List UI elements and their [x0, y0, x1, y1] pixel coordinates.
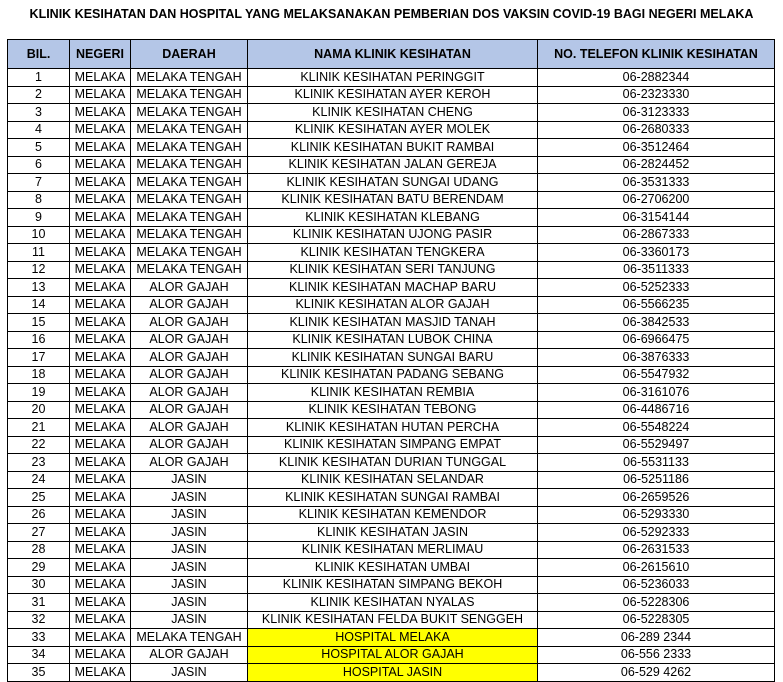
table-row	[8, 524, 775, 542]
cell-no-telefon: 06-5236033	[538, 576, 775, 594]
cell-no-telefon: 06-5531133	[538, 454, 775, 472]
cell-daerah: MELAKA TENGAH	[131, 226, 248, 244]
cell-nama-klinik: KLINIK KESIHATAN KEMENDOR	[248, 506, 538, 524]
table-row	[8, 121, 775, 139]
cell-negeri: MELAKA	[70, 436, 131, 454]
table-row	[8, 279, 775, 297]
cell-nama-klinik: HOSPITAL MELAKA	[248, 629, 538, 647]
cell-negeri: MELAKA	[70, 244, 131, 262]
cell-negeri: MELAKA	[70, 226, 131, 244]
cell-negeri: MELAKA	[70, 471, 131, 489]
table-row	[8, 541, 775, 559]
cell-bil: 9	[8, 209, 70, 227]
cell-nama-klinik: KLINIK KESIHATAN SIMPANG EMPAT	[248, 436, 538, 454]
cell-daerah: ALOR GAJAH	[131, 419, 248, 437]
cell-daerah: MELAKA TENGAH	[131, 191, 248, 209]
cell-bil: 12	[8, 261, 70, 279]
cell-nama-klinik: KLINIK KESIHATAN TEBONG	[248, 401, 538, 419]
cell-nama-klinik: KLINIK KESIHATAN UMBAI	[248, 559, 538, 577]
cell-daerah: JASIN	[131, 541, 248, 559]
cell-negeri: MELAKA	[70, 454, 131, 472]
cell-daerah: MELAKA TENGAH	[131, 629, 248, 647]
clinic-table	[7, 39, 775, 682]
cell-negeri: MELAKA	[70, 296, 131, 314]
cell-bil: 35	[8, 664, 70, 682]
cell-bil: 4	[8, 121, 70, 139]
cell-no-telefon: 06-3876333	[538, 349, 775, 367]
cell-negeri: MELAKA	[70, 384, 131, 402]
table-row	[8, 471, 775, 489]
cell-negeri: MELAKA	[70, 209, 131, 227]
table-row	[8, 191, 775, 209]
cell-no-telefon: 06-2824452	[538, 156, 775, 174]
cell-bil: 29	[8, 559, 70, 577]
cell-bil: 27	[8, 524, 70, 542]
cell-negeri: MELAKA	[70, 156, 131, 174]
cell-no-telefon: 06-2867333	[538, 226, 775, 244]
cell-daerah: MELAKA TENGAH	[131, 156, 248, 174]
cell-nama-klinik: KLINIK KESIHATAN JALAN GEREJA	[248, 156, 538, 174]
cell-nama-klinik: KLINIK KESIHATAN PADANG SEBANG	[248, 366, 538, 384]
cell-negeri: MELAKA	[70, 489, 131, 507]
table-row	[8, 594, 775, 612]
cell-daerah: JASIN	[131, 594, 248, 612]
cell-daerah: ALOR GAJAH	[131, 296, 248, 314]
table-row	[8, 86, 775, 104]
table-row	[8, 331, 775, 349]
table-row	[8, 296, 775, 314]
cell-no-telefon: 06-3531333	[538, 174, 775, 192]
cell-nama-klinik: KLINIK KESIHATAN MACHAP BARU	[248, 279, 538, 297]
cell-daerah: JASIN	[131, 611, 248, 629]
table-row	[8, 576, 775, 594]
cell-bil: 32	[8, 611, 70, 629]
table-body	[8, 69, 775, 682]
table-row	[8, 384, 775, 402]
cell-nama-klinik: KLINIK KESIHATAN SERI TANJUNG	[248, 261, 538, 279]
table-row	[8, 436, 775, 454]
cell-bil: 8	[8, 191, 70, 209]
cell-nama-klinik: KLINIK KESIHATAN PERINGGIT	[248, 69, 538, 87]
cell-daerah: ALOR GAJAH	[131, 384, 248, 402]
cell-no-telefon: 06-5228305	[538, 611, 775, 629]
cell-nama-klinik: KLINIK KESIHATAN JASIN	[248, 524, 538, 542]
cell-daerah: MELAKA TENGAH	[131, 261, 248, 279]
cell-daerah: JASIN	[131, 471, 248, 489]
cell-bil: 25	[8, 489, 70, 507]
table-row	[8, 611, 775, 629]
cell-no-telefon: 06-5228306	[538, 594, 775, 612]
cell-no-telefon: 06-5292333	[538, 524, 775, 542]
cell-nama-klinik: KLINIK KESIHATAN KLEBANG	[248, 209, 538, 227]
cell-negeri: MELAKA	[70, 524, 131, 542]
cell-daerah: ALOR GAJAH	[131, 454, 248, 472]
cell-bil: 17	[8, 349, 70, 367]
cell-no-telefon: 06-3360173	[538, 244, 775, 262]
cell-nama-klinik: KLINIK KESIHATAN AYER MOLEK	[248, 121, 538, 139]
table-row	[8, 69, 775, 87]
cell-nama-klinik: KLINIK KESIHATAN SUNGAI UDANG	[248, 174, 538, 192]
cell-negeri: MELAKA	[70, 559, 131, 577]
cell-negeri: MELAKA	[70, 664, 131, 682]
cell-bil: 7	[8, 174, 70, 192]
cell-no-telefon: 06-2680333	[538, 121, 775, 139]
cell-nama-klinik: KLINIK KESIHATAN MERLIMAU	[248, 541, 538, 559]
cell-no-telefon: 06-2882344	[538, 69, 775, 87]
table-row	[8, 261, 775, 279]
cell-nama-klinik: KLINIK KESIHATAN SIMPANG BEKOH	[248, 576, 538, 594]
cell-nama-klinik: KLINIK KESIHATAN BATU BERENDAM	[248, 191, 538, 209]
cell-negeri: MELAKA	[70, 629, 131, 647]
cell-daerah: JASIN	[131, 524, 248, 542]
cell-negeri: MELAKA	[70, 139, 131, 157]
table-row	[8, 454, 775, 472]
cell-negeri: MELAKA	[70, 594, 131, 612]
cell-no-telefon: 06-2659526	[538, 489, 775, 507]
cell-no-telefon: 06-6966475	[538, 331, 775, 349]
cell-negeri: MELAKA	[70, 121, 131, 139]
cell-bil: 24	[8, 471, 70, 489]
cell-daerah: ALOR GAJAH	[131, 646, 248, 664]
cell-bil: 21	[8, 419, 70, 437]
cell-no-telefon: 06-2631533	[538, 541, 775, 559]
cell-nama-klinik: KLINIK KESIHATAN SUNGAI RAMBAI	[248, 489, 538, 507]
table-row	[8, 226, 775, 244]
cell-negeri: MELAKA	[70, 279, 131, 297]
cell-nama-klinik: KLINIK KESIHATAN LUBOK CHINA	[248, 331, 538, 349]
table-row	[8, 244, 775, 262]
cell-bil: 14	[8, 296, 70, 314]
cell-bil: 16	[8, 331, 70, 349]
header-bil: BIL.	[8, 40, 70, 69]
cell-nama-klinik: HOSPITAL ALOR GAJAH	[248, 646, 538, 664]
table-row	[8, 401, 775, 419]
cell-no-telefon: 06-529 4262	[538, 664, 775, 682]
cell-bil: 20	[8, 401, 70, 419]
cell-negeri: MELAKA	[70, 401, 131, 419]
cell-daerah: MELAKA TENGAH	[131, 209, 248, 227]
header-daerah: DAERAH	[131, 40, 248, 69]
table-row	[8, 559, 775, 577]
cell-bil: 3	[8, 104, 70, 122]
cell-nama-klinik: KLINIK KESIHATAN TENGKERA	[248, 244, 538, 262]
cell-no-telefon: 06-3161076	[538, 384, 775, 402]
cell-nama-klinik: KLINIK KESIHATAN FELDA BUKIT SENGGEH	[248, 611, 538, 629]
cell-daerah: MELAKA TENGAH	[131, 104, 248, 122]
cell-nama-klinik: KLINIK KESIHATAN SELANDAR	[248, 471, 538, 489]
table-row	[8, 104, 775, 122]
cell-no-telefon: 06-556 2333	[538, 646, 775, 664]
cell-nama-klinik: KLINIK KESIHATAN ALOR GAJAH	[248, 296, 538, 314]
cell-no-telefon: 06-2615610	[538, 559, 775, 577]
cell-nama-klinik: KLINIK KESIHATAN UJONG PASIR	[248, 226, 538, 244]
cell-daerah: JASIN	[131, 506, 248, 524]
cell-nama-klinik: KLINIK KESIHATAN MASJID TANAH	[248, 314, 538, 332]
cell-bil: 28	[8, 541, 70, 559]
cell-nama-klinik: HOSPITAL JASIN	[248, 664, 538, 682]
cell-daerah: ALOR GAJAH	[131, 436, 248, 454]
cell-nama-klinik: KLINIK KESIHATAN DURIAN TUNGGAL	[248, 454, 538, 472]
cell-negeri: MELAKA	[70, 261, 131, 279]
cell-no-telefon: 06-5252333	[538, 279, 775, 297]
table-row	[8, 156, 775, 174]
cell-daerah: MELAKA TENGAH	[131, 244, 248, 262]
cell-daerah: ALOR GAJAH	[131, 314, 248, 332]
cell-no-telefon: 06-3512464	[538, 139, 775, 157]
cell-bil: 2	[8, 86, 70, 104]
table-row	[8, 139, 775, 157]
header-nama-klinik: NAMA KLINIK KESIHATAN	[248, 40, 538, 69]
cell-no-telefon: 06-5293330	[538, 506, 775, 524]
cell-nama-klinik: KLINIK KESIHATAN SUNGAI BARU	[248, 349, 538, 367]
table-row	[8, 349, 775, 367]
cell-negeri: MELAKA	[70, 86, 131, 104]
table-row	[8, 646, 775, 664]
cell-daerah: MELAKA TENGAH	[131, 174, 248, 192]
cell-daerah: ALOR GAJAH	[131, 331, 248, 349]
header-negeri: NEGERI	[70, 40, 131, 69]
cell-no-telefon: 06-3123333	[538, 104, 775, 122]
cell-daerah: ALOR GAJAH	[131, 349, 248, 367]
cell-negeri: MELAKA	[70, 646, 131, 664]
cell-daerah: JASIN	[131, 664, 248, 682]
cell-nama-klinik: KLINIK KESIHATAN BUKIT RAMBAI	[248, 139, 538, 157]
cell-bil: 1	[8, 69, 70, 87]
cell-bil: 33	[8, 629, 70, 647]
cell-nama-klinik: KLINIK KESIHATAN HUTAN PERCHA	[248, 419, 538, 437]
table-row	[8, 629, 775, 647]
cell-nama-klinik: KLINIK KESIHATAN NYALAS	[248, 594, 538, 612]
cell-negeri: MELAKA	[70, 104, 131, 122]
cell-daerah: ALOR GAJAH	[131, 279, 248, 297]
cell-no-telefon: 06-2706200	[538, 191, 775, 209]
table-row	[8, 314, 775, 332]
table-row	[8, 664, 775, 682]
cell-bil: 31	[8, 594, 70, 612]
cell-no-telefon: 06-3842533	[538, 314, 775, 332]
cell-no-telefon: 06-5548224	[538, 419, 775, 437]
cell-negeri: MELAKA	[70, 419, 131, 437]
cell-no-telefon: 06-5529497	[538, 436, 775, 454]
cell-no-telefon: 06-5251186	[538, 471, 775, 489]
cell-bil: 34	[8, 646, 70, 664]
table-row	[8, 489, 775, 507]
cell-nama-klinik: KLINIK KESIHATAN CHENG	[248, 104, 538, 122]
cell-no-telefon: 06-3154144	[538, 209, 775, 227]
table-row	[8, 366, 775, 384]
cell-negeri: MELAKA	[70, 69, 131, 87]
table-row	[8, 419, 775, 437]
cell-negeri: MELAKA	[70, 174, 131, 192]
cell-bil: 11	[8, 244, 70, 262]
cell-no-telefon: 06-5547932	[538, 366, 775, 384]
cell-bil: 6	[8, 156, 70, 174]
cell-daerah: JASIN	[131, 576, 248, 594]
cell-negeri: MELAKA	[70, 576, 131, 594]
table-row	[8, 209, 775, 227]
cell-negeri: MELAKA	[70, 611, 131, 629]
cell-bil: 13	[8, 279, 70, 297]
cell-daerah: ALOR GAJAH	[131, 401, 248, 419]
cell-daerah: JASIN	[131, 489, 248, 507]
cell-no-telefon: 06-5566235	[538, 296, 775, 314]
cell-bil: 26	[8, 506, 70, 524]
cell-no-telefon: 06-4486716	[538, 401, 775, 419]
cell-bil: 23	[8, 454, 70, 472]
cell-daerah: MELAKA TENGAH	[131, 86, 248, 104]
cell-negeri: MELAKA	[70, 191, 131, 209]
table-row	[8, 174, 775, 192]
cell-bil: 19	[8, 384, 70, 402]
cell-no-telefon: 06-3511333	[538, 261, 775, 279]
cell-nama-klinik: KLINIK KESIHATAN AYER KEROH	[248, 86, 538, 104]
cell-no-telefon: 06-2323330	[538, 86, 775, 104]
cell-bil: 18	[8, 366, 70, 384]
cell-negeri: MELAKA	[70, 366, 131, 384]
cell-bil: 15	[8, 314, 70, 332]
table-row	[8, 506, 775, 524]
cell-daerah: ALOR GAJAH	[131, 366, 248, 384]
cell-daerah: JASIN	[131, 559, 248, 577]
cell-nama-klinik: KLINIK KESIHATAN REMBIA	[248, 384, 538, 402]
cell-negeri: MELAKA	[70, 331, 131, 349]
table-header-row	[8, 40, 775, 69]
cell-daerah: MELAKA TENGAH	[131, 69, 248, 87]
cell-bil: 10	[8, 226, 70, 244]
cell-bil: 5	[8, 139, 70, 157]
page-title: KLINIK KESIHATAN DAN HOSPITAL YANG MELAKSANAKAN PEMBERIAN DOS VAKSIN COVID-19 BAGI NEGERI MELAKA	[29, 7, 754, 21]
cell-daerah: MELAKA TENGAH	[131, 139, 248, 157]
cell-negeri: MELAKA	[70, 506, 131, 524]
cell-bil: 22	[8, 436, 70, 454]
cell-no-telefon: 06-289 2344	[538, 629, 775, 647]
cell-bil: 30	[8, 576, 70, 594]
cell-negeri: MELAKA	[70, 349, 131, 367]
cell-daerah: MELAKA TENGAH	[131, 121, 248, 139]
cell-negeri: MELAKA	[70, 541, 131, 559]
header-no-telefon: NO. TELEFON KLINIK KESIHATAN	[538, 40, 775, 69]
cell-negeri: MELAKA	[70, 314, 131, 332]
